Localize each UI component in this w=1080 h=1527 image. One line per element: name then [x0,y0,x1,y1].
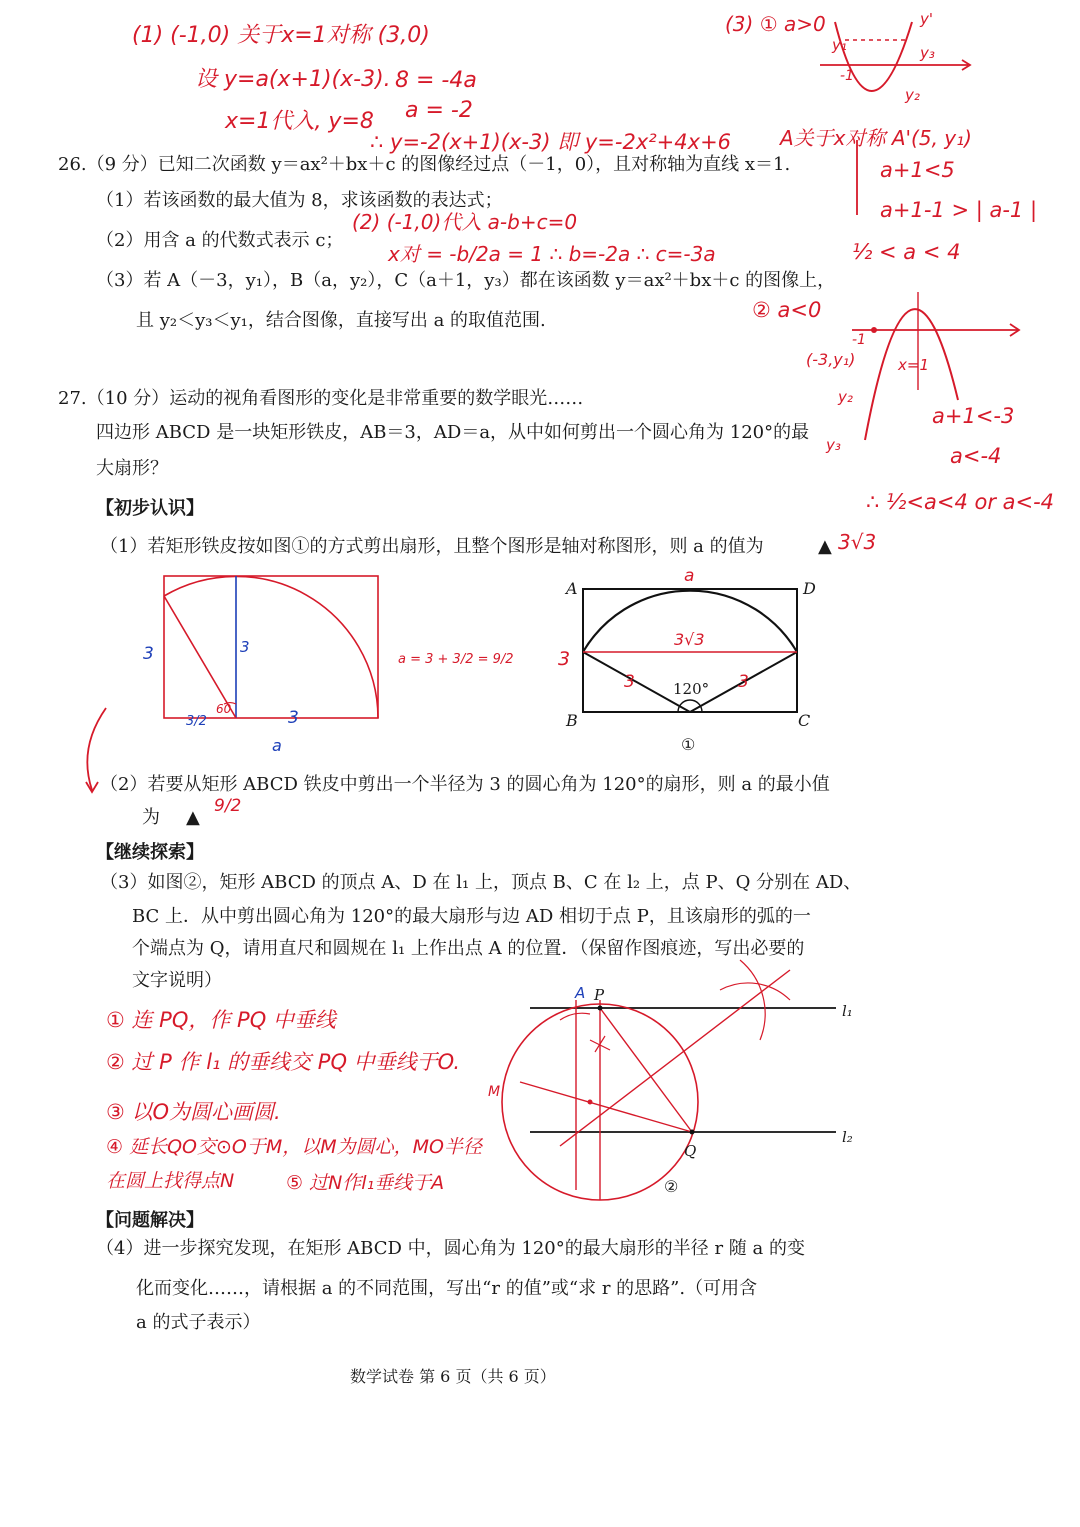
fig2-arc2 [740,960,765,1040]
q26-part3b: 且 y₂＜y₃＜y₁，结合图像，直接写出 a 的取值范围. [136,310,546,331]
hw-right-line1: (3) ① a>0 [725,12,826,36]
fig2-label-M: M [488,1084,501,1100]
hw-right-line8: a<-4 [950,444,1002,468]
q26-part2: （2）用含 a 的代数式表示 c； [96,230,344,251]
fig2-arc3 [560,1013,590,1020]
sketch1-y1: y₁ [832,36,847,54]
hw-right-line3: a+1<5 [880,158,955,182]
fig-left-lbl-3c: 3 [288,708,299,728]
fig1-radius-3a: 3 [624,672,635,692]
sketch1-y2: y₂ [905,86,920,104]
fig2-point-Q [690,1130,695,1135]
fig1-radius-3b: 3 [738,672,749,692]
q27-step4b: 在圆上找得点N [106,1170,235,1192]
hw-right-line9: ∴ ½<a<4 or a<-4 [866,490,1055,514]
q27-part3a: （3）如图②，矩形 ABCD 的顶点 A、D 在 l₁ 上，顶点 B、C 在 l₂ 上，点 P、Q 分别在 AD、 [100,872,862,893]
fig-left-lbl-60: 60 [216,702,232,716]
fig-left-lbl-3a: 3 [143,644,154,664]
fig1-label-C: C [798,711,811,730]
fig1-chord-label: 3√3 [674,630,705,649]
fig1-side-3: 3 [558,648,571,670]
hw-right-line6: ② a<0 [752,298,822,322]
q27-step2: ② 过 P 作 l₁ 的垂线交 PQ 中垂线于O. [106,1050,461,1074]
sketch2-m1: -1 [852,332,866,348]
hw-right-line5: ½ < a < 4 [852,240,961,264]
q26-stem: 26.（9 分）已知二次函数 y＝ax²＋bx＋c 的图像经过点（－1，0），且对称轴为直线 x＝1. [58,154,791,175]
q27-part3d: 文字说明） [132,970,222,991]
sketch1-yp: y' [920,10,934,28]
q27-step4: ④ 延长QO交⊙O于M，以M为圆心，MO半径 [106,1136,482,1158]
q27-part3b: BC 上．从中剪出圆心角为 120°的最大扇形与边 AD 相切于点 P，且该扇形的弧的一 [132,906,811,927]
q27-step1: ① 连 PQ，作 PQ 中垂线 [106,1008,336,1032]
q27-part1-answer: 3√3 [838,530,877,554]
sketch2-A: (-3,y₁) [806,350,856,369]
fig2-point-O [588,1100,593,1105]
hw-top-line6: ∴ y=-2(x+1)(x-3) 即 y=-2x²+4x+6 [370,130,732,154]
q27-part2a: （2）若要从矩形 ABCD 铁皮中剪出一个半径为 3 的圆心角为 120°的扇形，则 a 的最小值 [100,774,830,795]
fig2-label-P: P [594,986,605,1004]
fig-left-lbl-half: 3/2 [186,714,207,729]
q27-part3c: 个端点为 Q，请用直尺和圆规在 l₁ 上作出点 A 的位置．（保留作图痕迹，写出必要的 [132,938,805,959]
q27-part4b: 化而变化……，请根据 a 的不同范围，写出“r 的值”或“求 r 的思路”.（可用含 [136,1278,758,1299]
sketch2-y2: y₂ [838,388,853,406]
fig2-label-l1: l₁ [842,1002,853,1020]
q27-part4a: （4）进一步探究发现，在矩形 ABCD 中，圆心角为 120°的最大扇形的半径 r 随 a 的变 [96,1238,805,1259]
hw-right-line7: a+1<-3 [932,404,1015,428]
fig2-QM [520,1082,692,1132]
q27-stem: 27.（10 分）运动的视角看图形的变化是非常重要的数学眼光…… [58,388,584,409]
q27-part2-blank: ▲ [186,807,200,828]
q27-part2-answer: 9/2 [214,796,242,816]
hw-top-line1: (1) (-1,0) 关于x=1对称 (3,0) [132,23,430,48]
fig1-caption: ① [681,735,696,754]
q27-intro2: 大扇形？ [96,458,168,479]
q27-part1-blank: ▲ [818,536,832,557]
fig-left-lbl-3b: 3 [240,638,250,656]
q26-hw-part2a: (2) (-1,0)代入 a-b+c=0 [352,210,578,234]
q26-hw-part2b: x对 = -b/2a = 1 ∴ b=-2a ∴ c=-3a [388,242,716,266]
q26-part3a: （3）若 A（－3，y₁），B（a，y₂），C（a＋1，y₃）都在该函数 y＝ax²＋bx＋c 的图像上， [96,270,836,291]
sketch2-x1: x=1 [898,356,929,374]
hw-right-line4: a+1-1 > | a-1 | [880,198,1038,222]
sketch1-m1: -1 [840,68,854,84]
fig1-top-a: a [684,566,695,586]
q27-intro1: 四边形 ABCD 是一块矩形铁皮，AB＝3，AD＝a，从中如何剪出一个圆心角为 120°的最 [96,422,810,443]
sketch1-y3: y₃ [920,44,935,62]
hw-top-line4: 8 = -4a [395,68,477,93]
hw-top-line3: x=1代入, y=8 [225,109,374,134]
q27-section-solve: 【问题解决】 [96,1210,204,1231]
sketch2-y3: y₃ [826,436,841,454]
fig2-PQ [600,1008,692,1132]
q27-section-initial: 【初步认识】 [96,498,204,519]
fig1-label-A: A [566,579,578,598]
fig1-angle-label: 120° [673,680,710,698]
q27-part1: （1）若矩形铁皮按如图①的方式剪出扇形，且整个图形是轴对称图形，则 a 的值为 [100,536,764,557]
hw-top-line5: a = -2 [405,98,473,123]
fig2-label-l2: l₂ [842,1128,853,1146]
q27-step5: ⑤ 过N作l₁垂线于A [286,1172,445,1194]
hw-top-line2: 设 y=a(x+1)(x-3). [195,67,391,92]
fig-left-lbl-a: a [272,736,282,755]
page-footer: 数学试卷 第 6 页（共 6 页） [350,1367,556,1386]
fig2-caption: ② [664,1177,679,1196]
fig1-label-D: D [803,579,816,598]
fig-left-formula: a = 3 + 3/2 = 9/2 [398,652,514,667]
q27-part4c: a 的式子表示） [136,1312,261,1333]
q27-part2b: 为 [142,807,160,828]
q27-step3: ③ 以O为圆心画圆. [106,1100,281,1124]
hw-right-line2: A关于x对称 A'(5, y₁) [780,126,972,150]
q26-part1: （1）若该函数的最大值为 8，求该函数的表达式； [96,190,503,211]
q27-section-continue: 【继续探索】 [96,842,204,863]
fig2-label-Q: Q [684,1142,697,1160]
fig2-label-A: A [575,984,586,1002]
fig1-label-B: B [566,711,578,730]
